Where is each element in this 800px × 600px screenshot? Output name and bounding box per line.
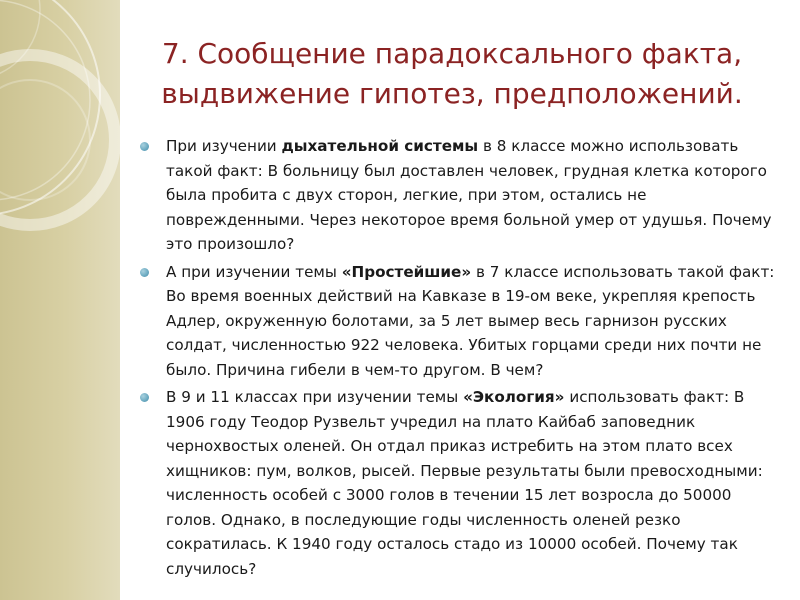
bullet-list <box>138 134 778 584</box>
text-bold: «Экология» <box>463 388 565 406</box>
list-item <box>138 134 778 257</box>
text-post: в 7 классе использовать такой факт: Во время военных действий на Кавказе в 19-ом веке, укрепляя крепость Адлер, окруженную болотами, за 5 лет вымер весь гарнизон русских солдат, численностью 922 человека. Убитых горцами среди них почти не было. Причина гибели в чем-то другом. В чем? <box>166 262 775 379</box>
text-pre: А при изучении темы <box>166 262 342 281</box>
bullet-icon <box>140 268 149 277</box>
decorative-rings-graphic <box>0 0 120 600</box>
list-item <box>138 260 778 383</box>
decorative-left-band <box>0 0 120 600</box>
text-pre: В 9 и 11 классах при изучении темы <box>166 388 464 406</box>
text-bold: «Простейшие» <box>341 262 472 281</box>
text-post: в 8 классе можно использовать такой факт: В больницу был доставлен человек, грудная клетка которого была пробита с двух сторон, легкие, при этом, остались не поврежденными. Через некоторое время больной умер от удушья. Почему это произошло? <box>166 137 772 253</box>
title-line-2: выдвижение гипотез, предположений. <box>161 77 743 110</box>
text-post: использовать факт: В 1906 году Теодор Рузвельт учредил на плато Кайбаб заповедник чернохвостых оленей. Он отдал приказ истребить на этом плато всех хищников: пум, волков, рысей. Первые результаты были превосходными: численность особей с 3000 голов в течении 15 лет возросла до 50000 голов. Однако, в последующие годы численность оленей резко сократилась. К 1940 году осталось стадо из 10000 особей. Почему так случилось? <box>166 388 763 578</box>
bullet-icon <box>140 142 149 151</box>
slide-title <box>122 34 782 114</box>
text-bold: дыхательной системы <box>281 137 479 155</box>
list-item <box>138 385 778 581</box>
text-pre: При изучении <box>166 137 282 155</box>
bullet-icon <box>140 393 149 402</box>
title-line-1: 7. Сообщение парадоксального факта, <box>161 37 743 70</box>
